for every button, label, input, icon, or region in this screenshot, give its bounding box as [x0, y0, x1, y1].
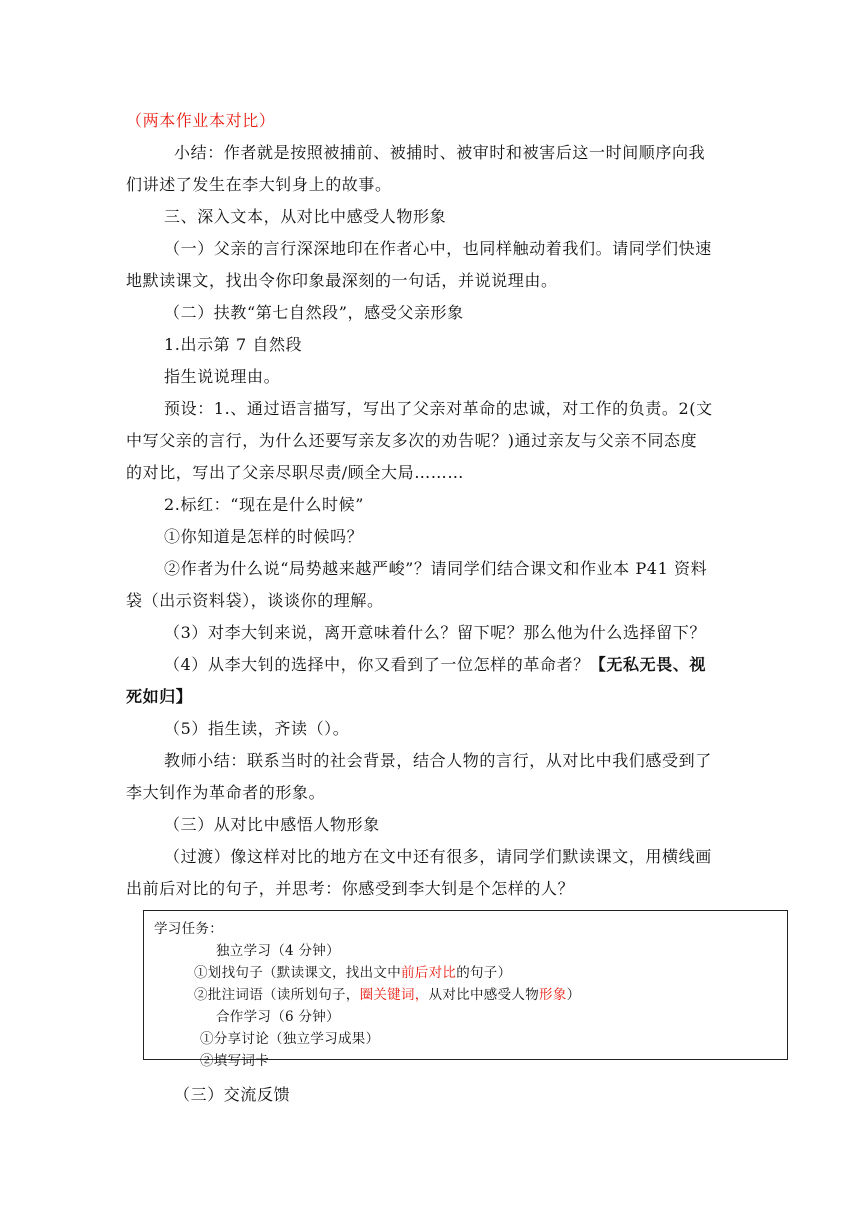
- task-item-2-text: ②批注词语（读所划句子，: [194, 987, 360, 1003]
- question-4-line-1: [164, 654, 706, 676]
- subsection-three-heading: （三）从对比中感悟人物形象: [164, 815, 380, 834]
- red-note-compare-workbooks: （两本作业本对比）: [126, 111, 276, 130]
- preset-line-2: 中写父亲的言行，为什么还要写亲友多次的劝告呢？)通过亲友与父亲不同态度: [126, 431, 698, 450]
- step-reasons: 指生说说理由。: [164, 367, 281, 386]
- task-cooperative-study: 合作学习（6 分钟）: [216, 1009, 340, 1025]
- task-item-annotate-words: [194, 986, 580, 1004]
- question-2-line-1: ②作者为什么说“局势越来越严峻”？请同学们结合课文和作业本 P41 资料: [164, 559, 708, 578]
- paragraph-summary-line-2: 们讲述了发生在李大钊身上的故事。: [126, 175, 392, 194]
- task-item-1-text: ①划找句子（默读课文，找出文中: [194, 965, 401, 981]
- paragraph-summary-line-1: 小结：作者就是按照被捕前、被捕时、被审时和被害后这一时间顺序向我: [174, 143, 706, 162]
- task-item-2-highlight-2: 形象: [539, 987, 567, 1003]
- teacher-summary-line-1: 教师小结：联系当时的社会背景，结合人物的言行，从对比中我们感受到了: [164, 751, 712, 770]
- question-2-line-2: 袋（出示资料袋），谈谈你的理解。: [126, 591, 384, 610]
- preset-line-3: 的对比，写出了父亲尽职尽责/顾全大局………: [126, 463, 464, 482]
- preset-line-1: 预设：1.、通过语言描写，写出了父亲对革命的忠诚，对工作的负责。2(文: [164, 399, 713, 418]
- task-independent-study: 独立学习（4 分钟）: [216, 943, 340, 959]
- task-item-1-highlight: 前后对比: [401, 965, 457, 981]
- question-3: （3）对李大钊来说，离开意味着什么？留下呢？那么他为什么选择留下？: [164, 623, 706, 642]
- subsection-three-feedback: （三）交流反馈: [174, 1085, 291, 1104]
- task-coop-discuss: ①分享讨论（独立学习成果）: [200, 1031, 380, 1047]
- transition-line-1: （过渡）像这样对比的地方在文中还有很多，请同学们默读课文，用横线画: [164, 847, 712, 866]
- question-5: （5）指生读，齐读（）。: [164, 719, 350, 738]
- task-item-2-tail: ）: [566, 987, 581, 1003]
- teacher-summary-line-2: 李大钊作为革命者的形象。: [126, 783, 326, 802]
- subsection-one-line-2: 地默读课文，找出令你印象最深刻的一句话，并说说理由。: [126, 271, 558, 290]
- task-item-2-highlight: 圈关键词，: [359, 987, 429, 1003]
- learning-task-box: [143, 910, 788, 1069]
- question-4-answer-part-2: 死如归】: [126, 687, 193, 706]
- task-coop-word-card: ②填写词卡: [200, 1053, 269, 1069]
- task-item-1-tail: 的句子）: [456, 965, 512, 981]
- question-4-answer-part-1: 【无私无畏、视: [589, 655, 706, 674]
- task-item-find-sentences: [194, 964, 511, 982]
- subsection-one-line-1: （一）父亲的言行深深地印在作者心中，也同样触动着我们。请同学们快速: [164, 239, 712, 258]
- task-item-2-mid: 从对比中感受人物: [428, 987, 540, 1003]
- section-heading-three: 三、深入文本，从对比中感受人物形象: [164, 207, 447, 226]
- task-box-title: 学习任务：: [154, 921, 223, 937]
- question-1: ①你知道是怎样的时候吗？: [164, 527, 364, 546]
- step-2-mark-red: 2.标红：“现在是什么时候”: [164, 495, 365, 514]
- transition-line-2: 出前后对比的句子，并思考：你感受到李大钊是个怎样的人？: [126, 879, 575, 898]
- subsection-two-heading: （二）扶教“第七自然段”，感受父亲形象: [164, 303, 464, 322]
- step-1-show-paragraph: 1.出示第 7 自然段: [164, 335, 303, 354]
- question-4-text: （4）从李大钊的选择中，你又看到了一位怎样的革命者？: [164, 655, 590, 674]
